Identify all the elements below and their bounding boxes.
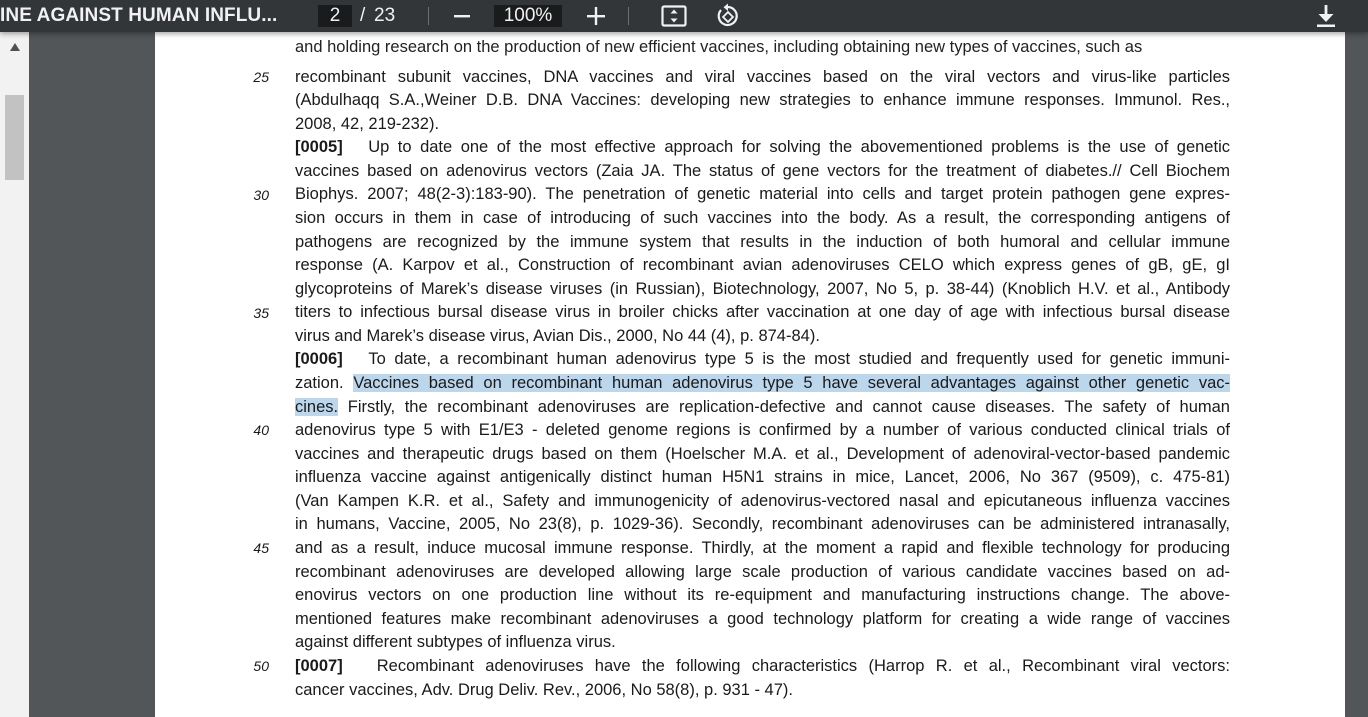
text-line: pathogens are recognized by the immune system that results in the induction of both humoral and cellular immune xyxy=(295,233,1230,251)
text-line: recombinant adenoviruses are developed allowing large scale production of various candidate vaccines based on ad- xyxy=(295,563,1230,581)
paragraph-marker: [0006] xyxy=(295,350,343,368)
text-line: against different subtypes of influenza virus. xyxy=(295,633,616,651)
line-number: 30 xyxy=(253,187,269,203)
text-line: influenza vaccine against antigenically distinct human H5N1 strains in mice, Lancet, 2006, No 367 (9509), c. 475-81) xyxy=(295,468,1230,486)
pdf-page xyxy=(155,32,1345,717)
zoom-in-button[interactable] xyxy=(582,2,610,30)
text-line: mentioned features make recombinant adenoviruses a good technology platform for creating a wide range of vaccines xyxy=(295,610,1230,628)
text-line-with-selection xyxy=(295,372,1230,395)
toolbar-divider xyxy=(428,7,429,25)
scroll-up-button[interactable] xyxy=(0,32,29,62)
fit-page-button[interactable] xyxy=(660,2,688,30)
text-span: To date, a recombinant human adenovirus type 5 is the most studied and frequently used for genetic immuni- xyxy=(368,350,1230,368)
download-button[interactable] xyxy=(1312,2,1340,30)
minus-icon xyxy=(452,6,472,26)
text-line: response (A. Karpov et al., Construction of recombinant avian adenoviruses CELO which express genes of gB, gE, gI xyxy=(295,256,1230,274)
paragraph-marker: [0007] xyxy=(295,657,343,675)
text-line: sion occurs in them in case of introducing of such vaccines into the body. As a result, the corresponding antigens of xyxy=(295,209,1230,227)
text-line: titers to infectious bursal disease virus in broiler chicks after vaccination at one day of age with infectious bursal disease xyxy=(295,303,1230,321)
paragraph-0007-line xyxy=(295,655,1230,678)
text-line: recombinant subunit vaccines, DNA vaccines and viral vaccines based on the viral vectors and virus-like particles xyxy=(295,68,1230,86)
document-title: INE AGAINST HUMAN INFLU... xyxy=(0,5,278,26)
text-line: cancer vaccines, Adv. Drug Deliv. Rev., 2006, No 58(8), p. 931 - 47). xyxy=(295,681,793,699)
toolbar-divider xyxy=(628,7,629,25)
sidebar-scrollbar-thumb[interactable] xyxy=(5,95,24,180)
page-separator: / xyxy=(360,5,366,26)
line-number: 50 xyxy=(253,658,269,674)
text-span: Recombinant adenoviruses have the following characteristics (Harrop R. et al., Recombinant viral vectors: xyxy=(376,657,1230,675)
text-line: (Abdulhaqq S.A.,Weiner D.B. DNA Vaccines: developing new strategies to enhance immune responses. Immunol. Res., xyxy=(295,91,1230,109)
text-span: zation. xyxy=(295,374,354,392)
text-line: glycoproteins of Marek’s disease viruses (in Russian), Biotechnology, 2007, No 5, p. 38-44) (Knoblich H.V. et al., Antibody xyxy=(295,280,1230,298)
text-line: vaccines based on adenovirus vectors (Zaia JA. The status of gene vectors for the treatment of diabetes.// Cell Biochem xyxy=(295,162,1230,180)
text-span: Firstly, the recombinant adenoviruses are replication-defective and cannot cause diseases. The safety of human xyxy=(338,398,1230,416)
text-line: enovirus vectors on one production line without its re-equipment and manufacturing instructions change. The above- xyxy=(295,586,1230,604)
zoom-level-field[interactable]: 100% xyxy=(494,5,562,27)
fit-page-icon xyxy=(661,5,687,27)
highlighted-selection[interactable]: cines. xyxy=(295,398,339,416)
pdf-toolbar xyxy=(0,0,1368,32)
text-line-with-selection xyxy=(295,396,1230,419)
triangle-up-icon xyxy=(9,42,21,52)
rotate-button[interactable] xyxy=(714,2,742,30)
text-line: vaccines and therapeutic drugs based on them (Hoelscher M.A. et al., Development of adenoviral-vector-based pandemic xyxy=(295,445,1230,463)
line-number: 25 xyxy=(253,69,269,85)
partially-visible-line: and holding research on the production of new efficient vaccines, including obtaining new types of vaccines, such as xyxy=(295,38,1143,56)
paragraph-0006-line xyxy=(295,348,1230,371)
line-number: 45 xyxy=(253,540,269,556)
text-line: and as a result, induce mucosal immune response. Thirdly, at the moment a rapid and flexible technology for producing xyxy=(295,539,1230,557)
text-line: (Van Kampen K.R. et al., Safety and immunogenicity of adenovirus-vectored nasal and epicutaneous influenza vaccines xyxy=(295,492,1230,510)
line-number: 40 xyxy=(253,422,269,438)
text-line: in humans, Vaccine, 2005, No 23(8), p. 1029-36). Secondly, recombinant adenoviruses can be administered intranasally, xyxy=(295,515,1230,533)
zoom-out-button[interactable] xyxy=(448,2,476,30)
line-number: 35 xyxy=(253,305,269,321)
download-icon xyxy=(1315,4,1337,28)
text-line: adenovirus type 5 with E1/E3 - deleted genome regions is confirmed by a number of various conducted clinical trials of xyxy=(295,421,1230,439)
text-line: virus and Marek’s disease virus, Avian Dis., 2000, No 44 (4), p. 874-84). xyxy=(295,327,820,345)
page-total: 23 xyxy=(374,5,396,26)
text-line: Biophys. 2007; 48(2-3):183-90). The penetration of genetic material into cells and target protein pathogen gene expres- xyxy=(295,185,1230,203)
paragraph-0005-line xyxy=(295,136,1230,159)
page-number-input[interactable]: 2 xyxy=(318,5,352,27)
highlighted-selection[interactable]: Vaccines based on recombinant human adenovirus type 5 have several advantages against other genetic vac- xyxy=(353,374,1231,392)
text-line: 2008, 42, 219-232). xyxy=(295,115,440,133)
plus-icon xyxy=(585,5,607,27)
rotate-icon xyxy=(715,3,741,29)
paragraph-marker: [0005] xyxy=(295,138,343,156)
text-span: Up to date one of the most effective approach for solving the abovementioned problems is the use of genetic xyxy=(368,138,1230,156)
